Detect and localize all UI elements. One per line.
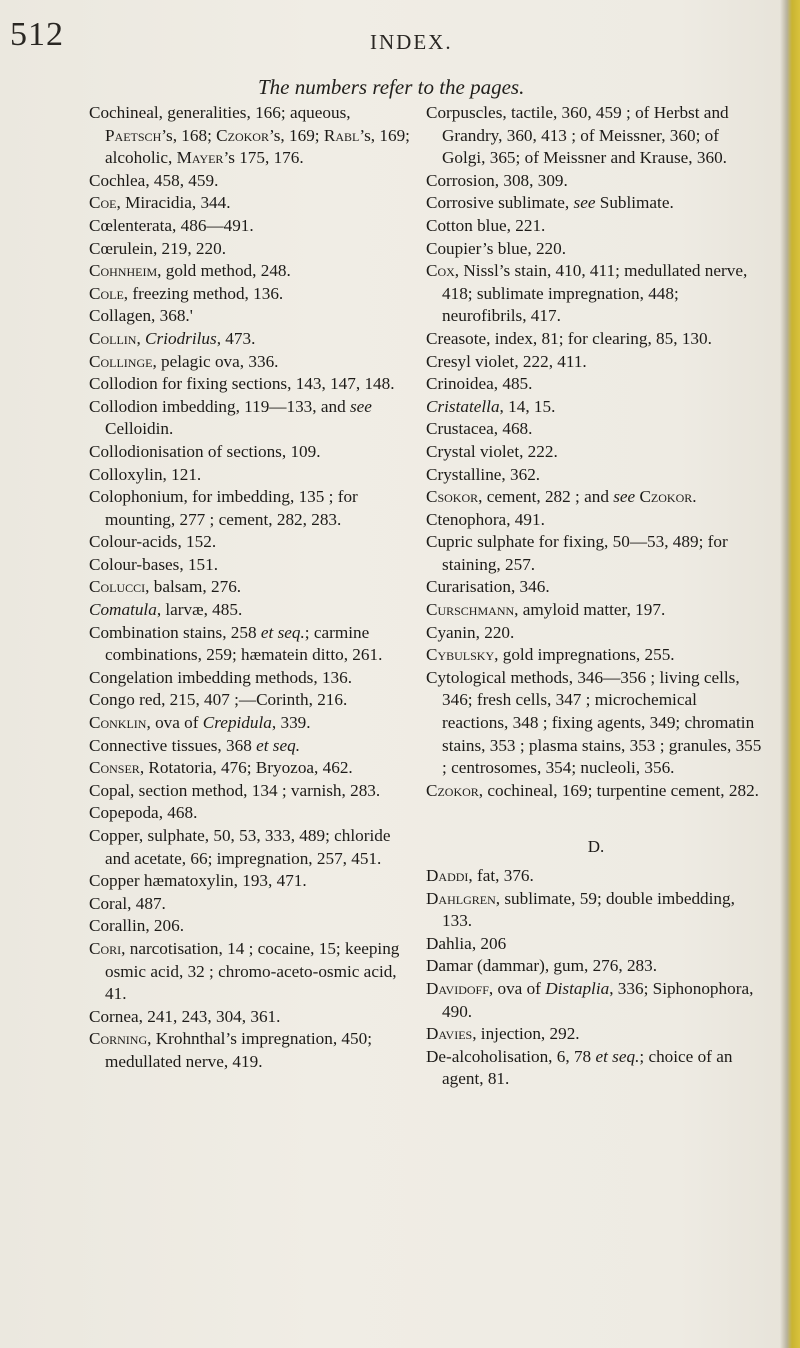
index-entry <box>426 328 766 351</box>
entry-text: Colour-bases, 151. <box>89 554 219 574</box>
index-entry <box>426 888 766 933</box>
entry-text: , fat, 376. <box>468 866 534 885</box>
index-entry <box>89 238 414 261</box>
entry-text: Colophonium, for imbedding, 135 ; for mounting, 277 ; cement, 282, 283. <box>89 487 358 529</box>
entry-text: Cochlea, 458, 459. <box>89 170 219 190</box>
entry-text: Connective tissues, 368 <box>89 735 257 755</box>
entry-text: , larvæ, 485. <box>156 600 243 620</box>
entry-name: Colucci <box>89 577 146 597</box>
index-entry <box>426 238 766 261</box>
running-head: INDEX. <box>370 30 453 54</box>
section-letter: D. <box>587 837 605 857</box>
entry-name: Csokor <box>426 487 479 507</box>
entry-text: Copal, section method, 134 ; varnish, 283. <box>89 780 381 800</box>
entry-text: Creasote, index, 81; for clearing, 85, 130. <box>426 328 712 348</box>
index-entry <box>426 933 766 956</box>
entry-text: Cœrulein, 219, 220. <box>89 238 227 258</box>
index-entry <box>426 978 766 1023</box>
index-entry <box>426 1046 766 1091</box>
entry-name: Davies <box>426 1024 473 1044</box>
entry-text: , gold impregnations, 255. <box>494 645 675 665</box>
entry-text: Corpuscles, tactile, 360, 459 ; of Herbst and Grandry, 360, 413 ; of Meissner, 360; of Golgi, 365; of Meissner and Krause, 360. <box>426 103 729 168</box>
index-entry <box>89 1028 414 1073</box>
index-subtitle: The numbers refer to the pages. <box>258 75 525 99</box>
entry-text: Colloxylin, 121. <box>89 464 202 484</box>
entry-text: Cupric sulphate for fixing, 50—53, 489; for staining, 257. <box>426 532 728 574</box>
entry-text: , amyloid matter, 197. <box>514 600 666 620</box>
entry-text: Cytological methods, 346—356 ; living cells, 346; fresh cells, 347 ; microchemical reactions, 348 ; fixing agents, 349; chromatin stains, 353 ; plasma stains, 353 ; granules, 355 ; centrosomes, 354; nucleoli, 356. <box>426 667 762 778</box>
entry-italic: Cristatella <box>426 396 500 416</box>
index-entry <box>89 576 414 599</box>
entry-text: , ova of <box>488 978 546 998</box>
entry-text: ’s, 168; <box>161 125 217 145</box>
entry-text: , ova of <box>146 713 203 733</box>
index-entry <box>426 955 766 978</box>
entry-text: Coupier’s blue, 220. <box>426 238 567 258</box>
index-entry <box>89 192 414 215</box>
index-entry <box>89 1006 414 1029</box>
entry-text: . <box>692 487 697 507</box>
index-entry <box>426 576 766 599</box>
entry-name: Conser <box>89 758 140 778</box>
entry-name: Dahlgren <box>426 888 496 908</box>
entry-text: Sublimate. <box>595 193 674 213</box>
entry-name: Collin <box>89 328 137 348</box>
index-entry <box>89 441 414 464</box>
entry-text: Cochineal, generalities, 166; aqueous, <box>89 103 351 122</box>
index-entry <box>89 464 414 487</box>
entry-text: , 14, 15. <box>499 396 556 416</box>
entry-text: Cornea, 241, 243, 304, 361. <box>89 1006 281 1026</box>
entry-text: Damar (dammar), gum, 276, 283. <box>426 956 658 976</box>
entry-text: , cochineal, 169; turpentine cement, 282. <box>478 780 759 800</box>
entry-name: Cybulsky <box>426 645 495 665</box>
entry-text: De-alcoholisation, 6, 78 <box>426 1046 596 1066</box>
index-entry <box>426 509 766 532</box>
entry-italic: et seq. <box>256 735 301 755</box>
index-entry <box>89 351 414 374</box>
entry-text: ’s, 169; alcoholic, <box>105 125 410 168</box>
index-entry <box>89 735 414 758</box>
entry-text: Cresyl violet, 222, 411. <box>426 351 587 371</box>
entry-name: Czokor <box>426 780 479 800</box>
index-entry <box>426 486 766 509</box>
index-entry <box>426 351 766 374</box>
index-entry <box>89 260 414 283</box>
entry-text: Congo red, 215, 407 ;—Corinth, 216. <box>89 690 348 710</box>
entry-text: Corallin, 206. <box>89 916 185 936</box>
entry-text: , pelagic ova, 336. <box>152 351 279 371</box>
entry-text: , narcotisation, 14 ; cocaine, 15; keeping osmic acid, 32 ; chromo-aceto-osmic acid, 41. <box>105 938 400 1004</box>
entry-text: , gold method, 248. <box>157 261 291 281</box>
index-entry <box>89 396 414 441</box>
index-entry <box>426 441 766 464</box>
entry-text: Corrosion, 308, 309. <box>426 170 568 190</box>
entry-italic: Distaplia <box>545 978 610 998</box>
index-entry <box>89 622 414 667</box>
page-number: 512 <box>10 16 64 53</box>
entry-text: Copper, sulphate, 50, 53, 333, 489; chloride and acetate, 66; impregnation, 257, 451. <box>89 826 391 868</box>
index-entry <box>89 870 414 893</box>
entry-text: Crustacea, 468. <box>426 419 533 439</box>
index-entry <box>89 599 414 622</box>
entry-name: Cori <box>89 938 122 958</box>
entry-text: , sublimate, 59; double imbedding, 133. <box>442 888 735 931</box>
entry-name: Czokor <box>639 487 693 507</box>
entry-name: Coe <box>89 193 117 213</box>
index-entry <box>426 373 766 396</box>
index-entry <box>426 865 766 888</box>
entry-text: Dahlia, 206 <box>426 933 507 953</box>
entry-italic: see <box>573 193 596 213</box>
entry-name: Mayer <box>176 148 224 168</box>
index-entry <box>89 102 414 170</box>
index-entry <box>426 396 766 419</box>
index-entry <box>89 938 414 1006</box>
entry-name: Czokor <box>216 125 269 145</box>
index-entry <box>426 667 766 780</box>
index-entry <box>426 599 766 622</box>
entry-name: Curschmann <box>426 600 515 620</box>
index-entry <box>426 622 766 645</box>
index-entry <box>89 825 414 870</box>
index-entry <box>89 283 414 306</box>
index-entry <box>89 802 414 825</box>
entry-text: Curarisation, 346. <box>426 577 550 597</box>
entry-text: Celloidin. <box>105 419 174 439</box>
index-entry <box>89 486 414 531</box>
index-entry <box>89 215 414 238</box>
index-entry <box>89 712 414 735</box>
entry-text: , Nissl’s stain, 410, 411; medullated nerve, 418; sublimate impregnation, 448; neurofibrils, 417. <box>442 261 748 326</box>
entry-text: Collodionisation of sections, 109. <box>89 441 321 461</box>
index-entry <box>426 464 766 487</box>
index-entry <box>89 554 414 577</box>
index-entry <box>426 260 766 328</box>
entry-name: Cohnheim <box>89 261 158 281</box>
entry-text: , Rotatoria, 476; Bryozoa, 462. <box>139 758 353 778</box>
index-entry <box>89 328 414 351</box>
entry-text: , 336; Siphonophora, 490. <box>442 978 754 1021</box>
entry-name: Collinge <box>89 351 153 371</box>
entry-text: Ctenophora, 491. <box>426 509 545 529</box>
entry-text: Cyanin, 220. <box>426 622 515 642</box>
entry-text: , balsam, 276. <box>145 577 242 597</box>
entry-text: Corrosive sublimate, <box>426 193 574 213</box>
entry-text: ; choice of an agent, 81. <box>442 1046 733 1089</box>
index-entry <box>426 644 766 667</box>
entry-name: Daddi <box>426 866 469 885</box>
entry-text: , cement, 282 ; and <box>478 487 614 507</box>
entry-text: ’s, 169; <box>268 125 324 145</box>
right-column-top <box>426 102 766 802</box>
entry-text: Crystalline, 362. <box>426 464 541 484</box>
entry-text: ; carmine combinations, 259; hæmatein ditto, 261. <box>105 622 383 665</box>
entry-text: Cotton blue, 221. <box>426 215 546 235</box>
index-entry <box>426 102 766 170</box>
entry-text: Copepoda, 468. <box>89 803 198 823</box>
entry-name: Paetsch <box>105 125 162 145</box>
index-entry <box>89 757 414 780</box>
entry-name: Conklin <box>89 713 147 733</box>
entry-name: Davidoff <box>426 978 489 998</box>
entry-text: , Miracidia, 344. <box>116 193 231 213</box>
left-column <box>89 102 414 1074</box>
entry-italic: Crepidula <box>202 713 272 733</box>
entry-name: Rabl <box>323 125 360 145</box>
entry-text: , <box>136 328 146 348</box>
index-entry <box>89 893 414 916</box>
entry-text: , 339. <box>271 713 311 733</box>
index-entry <box>426 192 766 215</box>
entry-italic: see <box>613 487 636 507</box>
entry-text: Combination stains, 258 <box>89 622 261 642</box>
index-entry <box>89 915 414 938</box>
entry-text: Copper hæmatoxylin, 193, 471. <box>89 871 307 891</box>
entry-text: Crinoidea, 485. <box>426 374 533 394</box>
index-entry <box>89 531 414 554</box>
entry-text: , injection, 292. <box>472 1024 580 1044</box>
index-entry <box>89 780 414 803</box>
entry-text: Coral, 487. <box>89 893 166 913</box>
index-entry <box>426 215 766 238</box>
entry-text: , 473. <box>216 328 256 348</box>
page-edge <box>780 0 800 1348</box>
entry-name: Cox <box>426 261 455 281</box>
entry-italic: et seq. <box>595 1046 640 1066</box>
index-entry <box>89 305 414 328</box>
index-entry <box>89 373 414 396</box>
index-entry <box>89 170 414 193</box>
entry-italic: Comatula <box>89 600 157 620</box>
entry-text: Collodion imbedding, 119—133, and <box>89 396 350 416</box>
index-entry <box>426 1023 766 1046</box>
entry-text: Colour-acids, 152. <box>89 532 217 552</box>
entry-text: Collagen, 368.' <box>89 306 193 326</box>
entry-text: Crystal violet, 222. <box>426 441 558 461</box>
entry-text: ’s 175, 176. <box>223 148 304 168</box>
entry-italic: et seq. <box>260 622 305 642</box>
entry-text: Cœlenterata, 486—491. <box>89 215 254 235</box>
index-entry <box>426 531 766 576</box>
right-column <box>426 102 766 1091</box>
entry-italic: see <box>349 396 372 416</box>
entry-name: Cole <box>89 283 124 303</box>
entry-text: Collodion for fixing sections, 143, 147, 148. <box>89 374 395 394</box>
entry-text: , freezing method, 136. <box>123 283 284 303</box>
index-entry <box>426 418 766 441</box>
index-entry <box>89 689 414 712</box>
entry-italic: Criodrilus <box>145 328 217 348</box>
right-column-bottom <box>426 865 766 1091</box>
entry-name: Corning <box>89 1029 148 1049</box>
entry-text: Congelation imbedding methods, 136. <box>89 667 353 687</box>
index-entry <box>89 667 414 690</box>
index-entry <box>426 780 766 803</box>
index-entry <box>426 170 766 193</box>
entry-text: , Krohnthal’s impregnation, 450; medullated nerve, 419. <box>105 1029 372 1071</box>
